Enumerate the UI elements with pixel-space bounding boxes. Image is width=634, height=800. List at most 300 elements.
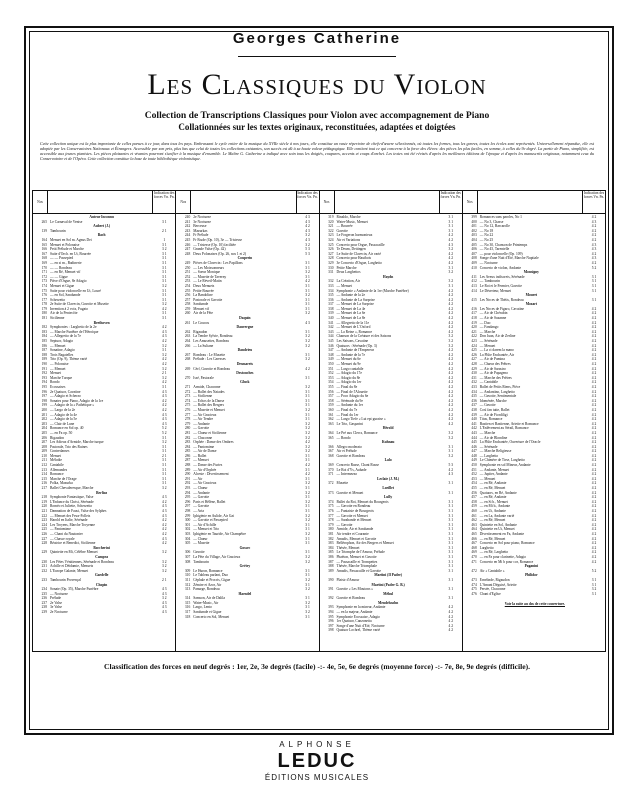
entry-degree: 3 2 — [305, 233, 310, 238]
entry-title: Les Troyens, Marche Troyenne — [50, 522, 95, 527]
entry-title: — Nocturne — [50, 591, 68, 596]
entry-number: 422 — [471, 334, 477, 339]
entry-degree: 4 2 — [448, 384, 453, 389]
entry-number: 384 — [328, 545, 334, 550]
entry-title: Songe d'une Nuit d'Été, Marche Nuptiale — [479, 256, 539, 261]
entry-title: — Sérénade — [479, 339, 498, 344]
entry-title: — Duo — [479, 320, 491, 325]
entry-degree: 3 1 — [448, 596, 453, 601]
entry-degree: 4 2 — [162, 306, 167, 311]
entry-number: 310 — [184, 573, 191, 578]
entry-title: Le Tableau parlant, Duo — [193, 573, 229, 578]
entry-number: 383 — [328, 541, 334, 546]
entry-degree: 4 2 — [448, 605, 453, 610]
entry-degree: 3 2 — [162, 247, 167, 252]
entry-degree: 3 1 — [448, 568, 453, 573]
entry-degree: 3 1 — [448, 541, 453, 546]
entry-number: 424 — [471, 343, 477, 348]
entry-degree: 3 1 — [305, 504, 310, 509]
entry-degree: 4 2 — [448, 614, 453, 619]
entry-degree: 4 2 — [448, 302, 453, 307]
entry-title: — en Sol, Sarabande — [50, 293, 81, 298]
entry-number: 217 — [41, 486, 47, 491]
entry-degree: 4 2 — [591, 513, 597, 518]
entry-number: 397 — [328, 623, 334, 628]
entry-title: — Chaconne — [193, 435, 213, 440]
entry-number: 176 — [41, 293, 47, 298]
entry-title: Concerto pour Hautbois — [336, 256, 372, 261]
entry-title: Le Forgeron harmonieux — [336, 233, 373, 238]
entry-degree: 3 1 — [305, 522, 310, 527]
entry-degree: 4 2 — [591, 398, 597, 403]
entry-title: — No 12, Barcarolle — [479, 224, 510, 229]
entry-number: 411 — [471, 274, 477, 279]
catalog-column — [176, 191, 319, 651]
entry-number: 216 — [41, 481, 47, 486]
composer-heading-label: Beethoven — [93, 320, 110, 325]
entry-degree: 3 1 — [591, 279, 597, 284]
entry-number: 247 — [184, 247, 191, 252]
entry-title: Le Déserteur, Menuet — [479, 288, 512, 293]
entry-number: 408 — [471, 256, 477, 261]
entry-degree: 3 1 — [448, 518, 453, 523]
entry-title: — Gavotte — [336, 522, 353, 527]
entry-number: 318 — [184, 614, 191, 619]
entry-degree: 4 2 — [591, 412, 597, 417]
entry-title: Air tendre et Courante — [336, 531, 369, 536]
entry-number: 199 — [41, 403, 47, 408]
entry-number: 428 — [471, 362, 477, 366]
entry-title: Sarabande — [193, 302, 209, 307]
entry-degree: 3 2 — [162, 352, 167, 357]
entry-title: Prélude — [50, 596, 61, 601]
entry-title: Persée, Chaconne — [479, 587, 506, 592]
entry-degree: 3 1 — [305, 329, 310, 334]
entry-degree: 3 2 — [162, 568, 167, 573]
entry-title: Deux Polonaises (Op. 26, nos 1 et 2) — [193, 251, 247, 256]
entry-title: Cérf, Gavotte et Rondeau — [193, 366, 230, 371]
entry-title: Te Deum, Dettingen — [336, 247, 366, 252]
composer-heading-label: Couperin — [237, 256, 253, 261]
entry-title: Allemandes — [50, 467, 68, 472]
entry-degree: 4 2 — [591, 320, 597, 325]
entry-degree: 3 2 — [448, 334, 453, 339]
entry-title: — Gavotte et Menuet — [336, 513, 368, 518]
entry-number: 185 — [41, 339, 47, 344]
entry-number: 343 — [328, 329, 334, 334]
entry-number: 415 — [471, 297, 477, 302]
entry-title: — Menuet de La 6e — [336, 311, 366, 316]
entry-number: 231 — [41, 564, 47, 569]
entry-number: 256 — [184, 293, 191, 298]
entry-number: 418 — [471, 316, 477, 321]
intro-paragraph: Cette collection unique est la plus importante de celles parues à ce jour, dans tous les pays. Embrassant le cycle entier de la musique du XVIIe siècle à nos jours, elle constitue un vaste répertoire de chefs-d'œuvre sélectionnés, où toutes les formes, tous les genres, toutes les écoles sont représentés. Universellement répandue, elle est adoptée par les Conservatoires Nationaux et Étrangers. Accessible par son prix, plus bas que celui de toutes les collections existantes, son succès est dû à sa haute valeur pédagogique. Elle contient tout ce qui concerne à la force des élèves: des pièces les plus faciles, en somme, à celles du 9e degré. La partie de Piano, simplifiée, est accessible aux jeunes pianistes. Les pièces plaisantes et vivantes pourront s'unifier à la musique d'ensemble. Le Maître G. Catherine a indiqué avec soin tous les doigtés, coupures, accents et coups d'archet. Les textes ont été révisés d'après les meilleures éditions de l'époque et d'après les manuscrits originaux, notamment ceux du Conservatoire et de l'Opéra. Cette collection constitue la base de toute bibliothèque violonistique. — [40, 141, 594, 162]
entry-title: — Menuet — [479, 343, 496, 348]
entry-degree: 4 2 — [448, 412, 453, 417]
entry-degree: 4 3 — [162, 334, 167, 339]
entry-number: 233 — [41, 577, 47, 582]
entry-degree: 4 2 — [591, 559, 597, 564]
entry-degree: 3 2 — [305, 600, 310, 605]
entry-number: 453 — [471, 476, 477, 481]
entry-title: — Allegretto de la 11e — [336, 320, 370, 325]
entry-number: 386 — [328, 554, 334, 559]
entry-degree: 4 3 — [305, 320, 310, 325]
entry-title: — Pantomime — [50, 527, 71, 532]
entry-degree: 3 2 — [305, 242, 310, 247]
entry-title: 2e Nocturne — [193, 215, 211, 219]
entry-number: 434 — [471, 389, 477, 394]
entry-number: 189 — [41, 357, 47, 362]
entry-title: Amadis, Menuet et Gavotte — [336, 536, 377, 541]
entry-degree: 3 2 — [305, 426, 310, 431]
entry-title: Céphale et Procris, Gigue — [193, 577, 231, 582]
composer-heading-label: Monsigny — [523, 270, 539, 275]
entry-degree: 3 1 — [448, 550, 453, 555]
entry-number: 359 — [328, 403, 334, 408]
entry-title: Roméo et Juliette, Scherzetto — [50, 504, 93, 509]
entry-title: — Ballet — [193, 453, 207, 458]
entry-title: — Air de Chérubin — [479, 311, 508, 316]
entry-title: — Air Gracieux — [193, 412, 217, 417]
entry-number: 243 — [184, 228, 191, 233]
entry-degree: 3 2 — [448, 270, 453, 275]
entry-degree: 3 1 — [162, 311, 167, 316]
entry-degree: 2 1 — [162, 228, 167, 233]
entry-degree: 4 3 — [591, 219, 597, 224]
entry-number: 293 — [184, 486, 191, 491]
entry-degree: 4 2 — [591, 426, 597, 431]
entry-title: — Chant du Nautonier — [50, 531, 83, 536]
entry-number: 382 — [328, 536, 334, 541]
entry-title: Deux Menuets — [193, 283, 215, 288]
entry-number: 361 — [328, 412, 334, 417]
entry-title: 2e Suite de Clavecin, Gavotte et Musette — [50, 302, 109, 307]
column-header — [320, 191, 462, 214]
entry-degree: 3 1 — [591, 297, 597, 302]
entry-title: — Chœur et Sicilienne — [193, 430, 227, 435]
entry-title: — Gavotte — [193, 504, 210, 509]
entry-number: 167 — [41, 251, 47, 256]
entry-degree: 4 2 — [448, 421, 453, 426]
entry-degree: 5 2 — [591, 265, 597, 270]
entry-degree: 4 2 — [591, 329, 597, 334]
entry-title: Armide, Chaconne — [193, 384, 221, 389]
entry-degree: 4 2 — [448, 366, 453, 371]
entry-degree: 3 1 — [591, 274, 597, 279]
entry-number: 313 — [184, 587, 191, 592]
entry-title: Rinaldo, Marche — [336, 215, 361, 219]
entry-number: 246 — [184, 242, 191, 247]
entry-number: 207 — [41, 440, 47, 445]
entry-title: Le Huron, Romance — [193, 568, 223, 573]
entry-number: 378 — [328, 518, 334, 523]
entry-title: Air de la Pentecôte — [50, 311, 78, 316]
entry-number: 446 — [471, 444, 477, 449]
entry-degree: 3 1 — [305, 486, 310, 491]
entry-number: 357 — [328, 394, 334, 399]
entry-title: Menuet vif — [193, 306, 210, 311]
entry-number: 208 — [41, 444, 47, 449]
entry-title: 3e Concerto d'Orgue, Larghetto — [336, 260, 382, 265]
entry-number: 263 — [184, 334, 191, 339]
entry-number: 445 — [471, 440, 477, 445]
entry-number: 324 — [328, 237, 334, 242]
entry-title: — No 22 — [479, 233, 494, 238]
entry-number: 273 — [184, 394, 191, 399]
entry-degree: 3 1 — [448, 444, 453, 449]
entry-degree: 4 3 — [591, 256, 597, 261]
composer-heading-label: Haydn — [382, 274, 394, 279]
entry-title: Romance en Sol op. 40 — [50, 426, 84, 431]
entry-title: Sonatine, Adagio — [50, 348, 75, 353]
entry-number: 196 — [41, 389, 47, 394]
entry-degree: 4 2 — [162, 541, 167, 546]
entry-number: 174 — [41, 283, 47, 288]
entry-number: 303 — [184, 531, 191, 536]
entry-title: L'Enfance du Christ, Sérénade — [50, 499, 94, 504]
entry-number: 452 — [471, 472, 477, 477]
entry-number: 277 — [184, 412, 191, 417]
entry-degree: 3 1 — [305, 283, 310, 288]
entry-number: 450 — [471, 463, 477, 468]
entry-degree: 4 3 — [162, 421, 167, 426]
entry-number: 265 — [41, 219, 47, 224]
entry-degree: 4 2 — [591, 311, 597, 316]
entry-degree: 4 2 — [591, 389, 597, 394]
entry-degree: 4 2 — [162, 380, 167, 385]
entry-degree: 4 2 — [591, 343, 597, 348]
entry-title: Tambourin Provençal — [50, 577, 81, 582]
entry-title: Menuet — [50, 371, 61, 376]
entry-degree: 3 2 — [305, 444, 310, 449]
entry-number: 213 — [41, 467, 47, 472]
entry-degree: 3 1 — [591, 283, 597, 288]
entry-title: Les Noces de Thétis, Rondeau — [479, 297, 524, 302]
entry-degree: 4 2 — [591, 380, 597, 385]
entry-title: — en Ut, Andante — [479, 509, 506, 513]
entry-title: — Adagio du 8e — [336, 375, 361, 380]
entry-number: 230 — [41, 559, 47, 564]
entry-degree: 3 1 — [305, 458, 310, 463]
entry-title: Pastorale, Trio des Ruines — [50, 444, 88, 449]
composer-heading-label: Dandrieu — [237, 348, 253, 353]
entry-number: 139 — [41, 228, 47, 233]
entry-number: 425 — [471, 348, 477, 353]
entry-degree: 3 1 — [305, 389, 310, 394]
entry-title: — Menuet de L'Oxford — [336, 325, 371, 330]
entry-degree: 4 2 — [448, 389, 453, 394]
entry-degree: 3 1 — [305, 297, 310, 302]
entry-title: Songe d'une Nuit d'Été, Nocturne — [336, 623, 385, 628]
entry-title: Water-Music, Air — [193, 600, 219, 605]
entry-degree: 3 1 — [162, 219, 167, 224]
entry-degree: 4 2 — [448, 371, 453, 376]
entry-title: 2e Valse — [50, 600, 63, 605]
entry-title: Concerto en Sol, Menuet — [193, 614, 230, 619]
entry-number: 215 — [41, 476, 47, 481]
subtitle-1: Collection de Transcriptions Classiques pour Violon avec accompagnement de Piano — [144, 110, 490, 121]
entry-degree: 3 1 — [162, 242, 167, 247]
entry-number: 169 — [41, 260, 47, 265]
entry-number: 312 — [184, 582, 191, 587]
column-header-title — [478, 191, 582, 213]
entry-number: 413 — [471, 283, 477, 288]
entry-number: 365 — [328, 435, 334, 440]
column-header-title — [191, 191, 295, 213]
entry-title: Menuet — [50, 453, 61, 458]
entry-number: 209 — [41, 449, 47, 454]
catalog-table — [32, 190, 606, 652]
entry-number: 190 — [41, 362, 47, 366]
entry-title: 3e Nocturne — [193, 219, 211, 224]
entry-number: 389 — [328, 568, 334, 573]
entry-degree: 3 2 — [448, 435, 453, 440]
entry-title: — Final du 1er — [336, 412, 359, 417]
entry-number: 251 — [184, 270, 191, 275]
entry-number: 436 — [471, 398, 477, 403]
entry-title: Divertissement en Fa, Andante — [479, 531, 525, 536]
entry-title: La Fête du Village, Air Gracieux — [193, 554, 241, 559]
entry-degree: 3 2 — [162, 564, 167, 569]
composer-heading-label: Grétry — [239, 564, 251, 569]
entry-title: — en La, Andante varié — [479, 513, 515, 518]
entry-number: 200 — [41, 407, 47, 412]
entry-title: — Gavotte — [193, 495, 210, 500]
entry-title: — Marche — [479, 329, 496, 334]
catalog-entry — [33, 610, 175, 615]
entry-title: — Larghetto — [479, 453, 499, 458]
entry-title: Achille et Déidamie, Menuets — [50, 564, 94, 569]
entry-degree: 4 3 — [305, 228, 310, 233]
composer-heading-label: Destouches — [236, 371, 254, 376]
entry-number: 323 — [328, 233, 334, 238]
entry-degree: 4 2 — [591, 375, 597, 380]
entry-degree: 3 1 — [305, 509, 310, 513]
entry-number: 194 — [41, 380, 47, 385]
entry-number: 255 — [184, 288, 191, 293]
entry-number: 327 — [328, 251, 334, 256]
entry-number: 237 — [41, 600, 47, 605]
entry-number: 292 — [184, 481, 191, 486]
entry-degree: 3 2 — [448, 430, 453, 435]
entry-title: Sicilienne — [50, 316, 65, 321]
entry-title: Harold en Italie, Sérénade — [50, 518, 88, 523]
entry-title: Trio (Op. 9), Thème varié — [50, 357, 88, 362]
entry-title: Marche Turque — [50, 375, 73, 380]
entry-title: — Final de l'Alouette — [336, 389, 368, 394]
entry-degree: 1 — [163, 237, 166, 242]
entry-degree: 4 2 — [162, 499, 167, 504]
entry-title: — Pantomime — [193, 444, 215, 449]
entry-number: 333 — [328, 283, 334, 288]
column-header — [176, 191, 318, 214]
entry-degree: 4 2 — [591, 421, 597, 426]
entry-number: 291 — [184, 476, 191, 481]
entry-title: Mazurkas — [193, 228, 208, 233]
column-header-number: Nos — [176, 191, 191, 213]
entry-degree: 4 3 — [162, 587, 167, 592]
entry-title: — Final du 8e — [336, 384, 358, 389]
entry-number: 280 — [184, 426, 191, 431]
entry-title: — Soeur Monique — [193, 270, 221, 275]
entry-number: 248 — [184, 251, 191, 256]
entry-title: — en Fa op. 50 — [50, 430, 73, 435]
entry-title: — Gavotte et Passepied — [193, 518, 228, 523]
entry-title: — Andante de l'Empereur — [336, 348, 374, 353]
entry-degree: 3 2 — [448, 453, 453, 458]
entry-degree: 3 1 — [448, 228, 453, 233]
entry-title: — Marche Religieuse — [479, 449, 512, 454]
entry-title: Le Pré aux Clercs, Romance — [336, 430, 378, 435]
entry-title: — Largo Tiefe « Lut ept guraise » — [336, 417, 386, 422]
entry-number: 366 — [328, 444, 334, 449]
entry-title: — Gavotte en Rondeau — [336, 504, 371, 509]
entry-degree: 4 2 — [591, 260, 597, 265]
entry-number: 184 — [41, 334, 47, 339]
entry-degree: 3 2 — [162, 596, 167, 601]
entry-degree: 4 2 — [162, 522, 167, 527]
entry-degree: 3 1 — [162, 279, 167, 284]
entry-degree: 4 2 — [591, 251, 597, 256]
entry-degree: 4 2 — [591, 486, 597, 491]
entry-degree: 4 2 — [591, 417, 597, 422]
entry-title: Water-Music, Menuet — [336, 219, 368, 224]
entry-title: — Air d'Orphée — [193, 467, 217, 472]
entry-number: 399 — [471, 215, 477, 219]
composer-heading-label: Hérold — [382, 426, 394, 431]
entry-title: L'Europe Galante, Menuet — [50, 568, 89, 573]
entry-degree: 4 2 — [591, 444, 597, 449]
entry-degree: 3 2 — [448, 247, 453, 252]
entry-title: — en Ré, Menuet — [479, 536, 506, 541]
entry-title: — — Rondeau — [50, 265, 72, 270]
entry-degree: 4 2 — [591, 453, 597, 458]
entry-title: — Andante de la 2e — [336, 293, 366, 298]
entry-title: 1er Quatuor, Canzonetta — [336, 619, 372, 624]
entry-number: 186 — [41, 343, 47, 348]
composer-heading-label: Martini (Padre G. B.) — [371, 582, 405, 587]
entry-number: 223 — [41, 518, 47, 523]
entry-title: Alceste : Divertissement — [193, 472, 229, 477]
entry-title: — en la majeur, Andante — [336, 610, 373, 615]
entry-degree: 4 3 — [162, 504, 167, 509]
entry-degree: 3 1 — [448, 545, 453, 550]
entry-title: Béatrice et Benedict, Sicilienne — [50, 541, 96, 546]
entry-number: 198 — [41, 398, 47, 403]
entry-number: 278 — [184, 417, 191, 422]
entry-degree: 4 2 — [162, 357, 167, 362]
entry-degree: 4 2 — [591, 348, 597, 353]
composer-heading-label: Mouret — [525, 293, 538, 298]
entry-degree: 3 2 — [305, 343, 310, 348]
entry-number: 317 — [184, 610, 191, 615]
entry-number: 449 — [471, 458, 477, 463]
entry-number: 276 — [184, 407, 191, 412]
entry-title: Le Carnaval de Venise — [50, 219, 83, 224]
entry-degree: 3 1 — [162, 260, 167, 265]
continuation-note — [463, 602, 605, 607]
entry-degree: 3 1 — [162, 444, 167, 449]
entry-number: 419 — [471, 320, 477, 325]
entry-number: 372 — [328, 481, 334, 486]
entry-title: Symphonie Écossaise, Adagio — [336, 614, 380, 619]
entry-degree: 4 3 — [162, 600, 167, 605]
entry-title: — Marche des Prêtres — [479, 375, 512, 380]
entry-number: 241 — [184, 219, 191, 224]
entry-title: — Jupiter, Andante — [479, 472, 508, 477]
entry-title: — Sicilienne — [193, 394, 213, 399]
